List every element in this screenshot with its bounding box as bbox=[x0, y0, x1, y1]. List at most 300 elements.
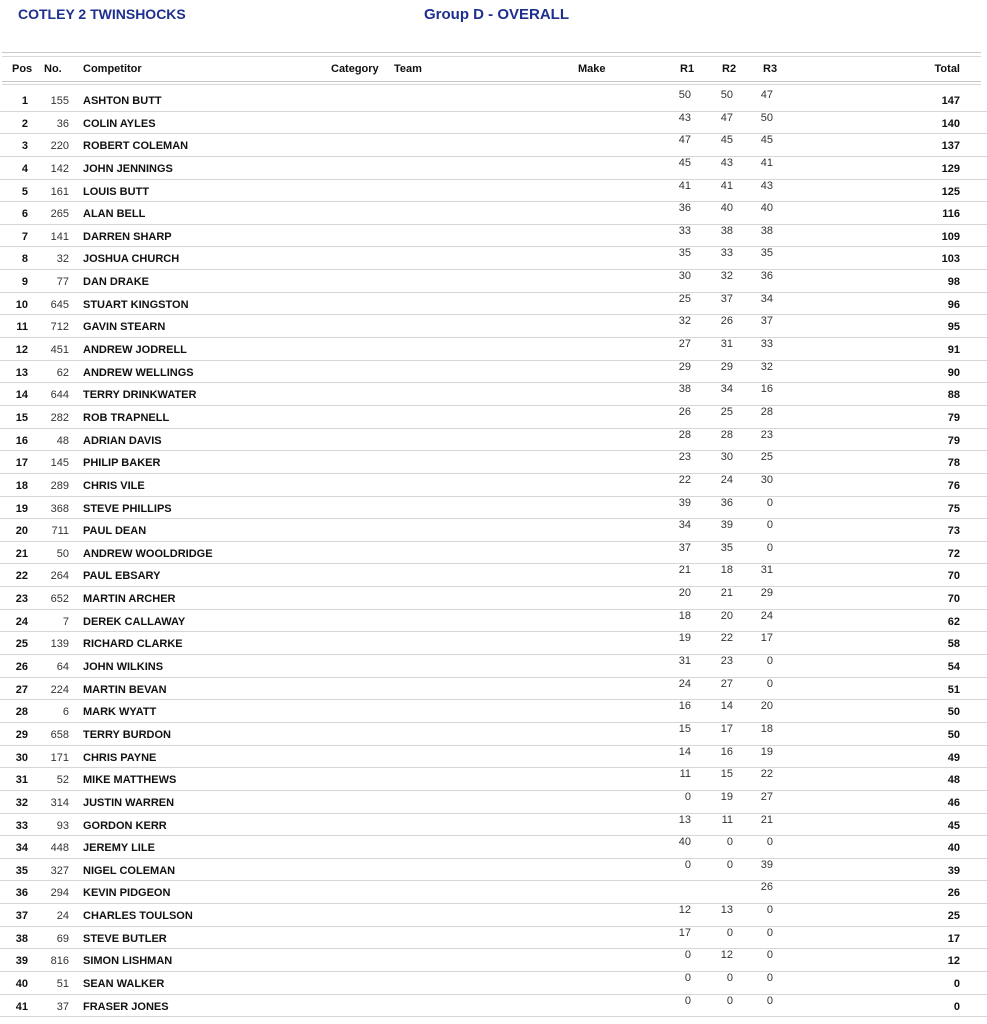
row-total: 96 bbox=[947, 298, 960, 311]
row-r2: 15 bbox=[720, 768, 733, 781]
row-total: 50 bbox=[947, 728, 960, 741]
row-pos: 6 bbox=[21, 208, 28, 221]
row-r2: 19 bbox=[720, 790, 733, 803]
table-row bbox=[0, 610, 987, 633]
row-pos: 11 bbox=[16, 321, 28, 334]
table-row bbox=[0, 723, 987, 746]
row-competitor: JUSTIN WARREN bbox=[83, 796, 175, 809]
row-competitor: MIKE MATTHEWS bbox=[83, 774, 177, 787]
row-total: 103 bbox=[941, 253, 960, 266]
table-row bbox=[0, 270, 987, 293]
row-r1: 16 bbox=[678, 700, 691, 713]
row-r3: 0 bbox=[766, 655, 773, 668]
row-competitor: CHRIS PAYNE bbox=[83, 751, 157, 764]
header-r1: R1 bbox=[680, 63, 695, 75]
row-number: 645 bbox=[50, 298, 69, 311]
row-pos: 24 bbox=[15, 615, 28, 628]
row-number: 314 bbox=[50, 796, 69, 809]
row-competitor: NIGEL COLEMAN bbox=[83, 864, 176, 877]
row-r1: 31 bbox=[678, 655, 691, 668]
row-r3: 30 bbox=[760, 473, 773, 486]
row-r2: 26 bbox=[720, 315, 733, 328]
row-r1: 19 bbox=[678, 632, 691, 645]
row-r2: 14 bbox=[720, 700, 733, 713]
row-pos: 16 bbox=[15, 434, 28, 447]
table-row bbox=[0, 315, 987, 338]
row-r3: 22 bbox=[760, 768, 773, 781]
header-make: Make bbox=[578, 63, 606, 75]
row-pos: 26 bbox=[15, 661, 28, 674]
row-r2: 29 bbox=[720, 360, 733, 373]
row-r3: 33 bbox=[760, 338, 773, 351]
table-row bbox=[0, 655, 987, 678]
row-competitor: TERRY BURDON bbox=[83, 728, 172, 741]
row-pos: 18 bbox=[15, 479, 28, 492]
row-competitor: ALAN BELL bbox=[83, 208, 146, 221]
top-divider bbox=[2, 52, 981, 53]
row-r2: 0 bbox=[726, 926, 733, 939]
row-r2: 30 bbox=[720, 451, 733, 464]
table-row bbox=[0, 383, 987, 406]
row-r1: 38 bbox=[678, 383, 691, 396]
row-pos: 37 bbox=[15, 910, 28, 923]
row-number: 32 bbox=[56, 253, 69, 266]
row-pos: 7 bbox=[21, 230, 28, 243]
row-r1: 29 bbox=[678, 360, 691, 373]
table-row bbox=[0, 429, 987, 452]
table-row bbox=[0, 112, 987, 135]
row-total: 51 bbox=[947, 683, 960, 696]
header-r2: R2 bbox=[722, 63, 737, 75]
row-r3: 31 bbox=[760, 564, 773, 577]
row-r3: 43 bbox=[760, 179, 773, 192]
row-pos: 39 bbox=[15, 955, 28, 968]
row-pos: 29 bbox=[15, 728, 28, 741]
row-r1: 37 bbox=[678, 541, 691, 554]
row-r1: 21 bbox=[678, 564, 691, 577]
header-no: No. bbox=[44, 63, 62, 75]
row-r3: 40 bbox=[760, 202, 773, 215]
row-r3: 0 bbox=[766, 904, 773, 917]
row-r1: 26 bbox=[678, 405, 691, 418]
row-r2: 34 bbox=[720, 383, 733, 396]
row-total: 70 bbox=[947, 570, 960, 583]
row-number: 69 bbox=[56, 932, 69, 945]
row-pos: 34 bbox=[15, 842, 28, 855]
row-r3: 0 bbox=[766, 994, 773, 1007]
row-number: 368 bbox=[50, 502, 69, 515]
row-competitor: JEREMY LILE bbox=[83, 842, 155, 855]
row-number: 289 bbox=[50, 479, 69, 492]
row-competitor: DAN DRAKE bbox=[83, 276, 149, 289]
table-row bbox=[0, 587, 987, 610]
row-number: 644 bbox=[50, 389, 69, 402]
row-competitor: DARREN SHARP bbox=[83, 230, 172, 243]
table-row bbox=[0, 859, 987, 882]
row-total: 50 bbox=[947, 706, 960, 719]
table-row bbox=[0, 746, 987, 769]
row-number: 50 bbox=[56, 547, 69, 560]
table-row bbox=[0, 180, 987, 203]
row-total: 0 bbox=[953, 1000, 960, 1013]
row-number: 24 bbox=[56, 910, 69, 923]
table-row bbox=[0, 157, 987, 180]
row-pos: 31 bbox=[15, 774, 28, 787]
top-divider-secondary bbox=[2, 56, 981, 57]
row-r1: 36 bbox=[678, 202, 691, 215]
row-r1: 50 bbox=[678, 89, 691, 101]
table-row bbox=[0, 678, 987, 701]
row-competitor: DEREK CALLAWAY bbox=[83, 615, 186, 628]
row-pos: 14 bbox=[15, 389, 28, 402]
row-number: 658 bbox=[50, 728, 69, 741]
row-r1: 41 bbox=[678, 179, 691, 192]
row-competitor: ANDREW JODRELL bbox=[83, 344, 187, 357]
row-competitor: COLIN AYLES bbox=[83, 117, 156, 130]
table-row bbox=[0, 791, 987, 814]
row-r2: 12 bbox=[720, 949, 733, 962]
row-pos: 35 bbox=[15, 864, 28, 877]
row-total: 17 bbox=[947, 932, 960, 945]
row-total: 45 bbox=[947, 819, 960, 832]
row-total: 54 bbox=[947, 661, 960, 674]
table-row bbox=[0, 361, 987, 384]
row-r1: 18 bbox=[678, 609, 691, 622]
row-competitor: JOHN JENNINGS bbox=[83, 162, 173, 175]
row-r3: 0 bbox=[766, 496, 773, 509]
row-r3: 18 bbox=[760, 722, 773, 735]
row-r3: 47 bbox=[760, 89, 773, 101]
row-total: 147 bbox=[941, 95, 960, 107]
row-number: 294 bbox=[50, 887, 69, 900]
row-r2: 17 bbox=[720, 722, 733, 735]
row-r3: 0 bbox=[766, 836, 773, 849]
table-row bbox=[0, 451, 987, 474]
row-pos: 30 bbox=[15, 751, 28, 764]
row-competitor: MARK WYATT bbox=[83, 706, 157, 719]
row-number: 51 bbox=[56, 977, 69, 990]
row-r2: 45 bbox=[720, 134, 733, 147]
row-r2: 0 bbox=[726, 858, 733, 871]
row-number: 448 bbox=[50, 842, 69, 855]
table-row bbox=[0, 293, 987, 316]
row-r3: 36 bbox=[760, 270, 773, 283]
table-row bbox=[0, 338, 987, 361]
row-r1: 33 bbox=[678, 224, 691, 237]
row-r1: 24 bbox=[678, 677, 691, 690]
row-competitor: SIMON LISHMAN bbox=[83, 955, 173, 968]
row-pos: 13 bbox=[15, 366, 28, 379]
row-number: 37 bbox=[56, 1000, 69, 1013]
row-r1: 47 bbox=[678, 134, 691, 147]
row-competitor: ADRIAN DAVIS bbox=[83, 434, 162, 447]
row-r1: 32 bbox=[678, 315, 691, 328]
row-r3: 21 bbox=[760, 813, 773, 826]
row-competitor: SEAN WALKER bbox=[83, 977, 165, 990]
row-pos: 5 bbox=[21, 185, 28, 198]
row-r1: 13 bbox=[678, 813, 691, 826]
row-total: 98 bbox=[947, 276, 960, 289]
row-r1: 34 bbox=[678, 519, 691, 532]
row-number: 220 bbox=[50, 140, 69, 153]
row-r2: 21 bbox=[720, 587, 733, 600]
row-number: 7 bbox=[62, 615, 69, 628]
row-r1: 17 bbox=[678, 926, 691, 939]
row-competitor: PAUL DEAN bbox=[83, 525, 147, 538]
row-r1: 35 bbox=[678, 247, 691, 260]
row-r3: 45 bbox=[760, 134, 773, 147]
row-r3: 0 bbox=[766, 926, 773, 939]
row-competitor: CHRIS VILE bbox=[83, 479, 145, 492]
table-row bbox=[0, 474, 987, 497]
table-row bbox=[0, 134, 987, 157]
row-pos: 8 bbox=[21, 253, 28, 266]
row-pos: 19 bbox=[15, 502, 28, 515]
row-total: 0 bbox=[953, 977, 960, 990]
row-r2: 11 bbox=[721, 813, 733, 826]
row-total: 78 bbox=[947, 457, 960, 470]
row-r2: 32 bbox=[720, 270, 733, 283]
row-r1: 43 bbox=[678, 111, 691, 124]
row-pos: 10 bbox=[15, 298, 28, 311]
table-row bbox=[0, 814, 987, 837]
event-title: COTLEY 2 TWINSHOCKS bbox=[18, 6, 186, 22]
header-competitor: Competitor bbox=[83, 63, 142, 75]
row-r2: 38 bbox=[720, 224, 733, 237]
row-r2: 24 bbox=[720, 473, 733, 486]
row-r2: 37 bbox=[720, 292, 733, 305]
row-pos: 28 bbox=[15, 706, 28, 719]
row-competitor: PHILIP BAKER bbox=[83, 457, 161, 470]
row-competitor: FRASER JONES bbox=[83, 1000, 169, 1013]
row-pos: 22 bbox=[15, 570, 28, 583]
row-pos: 38 bbox=[15, 932, 28, 945]
results-header-row bbox=[0, 63, 987, 79]
row-r1: 39 bbox=[678, 496, 691, 509]
row-total: 58 bbox=[947, 638, 960, 651]
row-total: 140 bbox=[941, 117, 960, 130]
row-r1: 12 bbox=[678, 904, 691, 917]
row-number: 712 bbox=[50, 321, 69, 334]
row-number: 224 bbox=[50, 683, 69, 696]
row-number: 264 bbox=[50, 570, 69, 583]
row-r3: 32 bbox=[760, 360, 773, 373]
row-r3: 39 bbox=[760, 858, 773, 871]
row-pos: 3 bbox=[21, 140, 28, 153]
row-r2: 0 bbox=[726, 836, 733, 849]
row-pos: 15 bbox=[15, 411, 28, 424]
table-row bbox=[0, 406, 987, 429]
row-competitor: STEVE PHILLIPS bbox=[83, 502, 172, 515]
row-number: 145 bbox=[50, 457, 69, 470]
row-r1: 23 bbox=[678, 451, 691, 464]
row-r1: 25 bbox=[678, 292, 691, 305]
row-r2: 47 bbox=[720, 111, 733, 124]
row-r3: 0 bbox=[766, 677, 773, 690]
row-competitor: MARTIN ARCHER bbox=[83, 593, 176, 606]
row-pos: 9 bbox=[21, 276, 28, 289]
row-r3: 0 bbox=[766, 541, 773, 554]
row-r1: 40 bbox=[678, 836, 691, 849]
row-number: 77 bbox=[56, 276, 69, 289]
row-number: 816 bbox=[50, 955, 69, 968]
table-row bbox=[0, 542, 987, 565]
row-total: 73 bbox=[947, 525, 960, 538]
row-total: 90 bbox=[947, 366, 960, 379]
row-total: 62 bbox=[947, 615, 960, 628]
row-r2: 40 bbox=[720, 202, 733, 215]
row-r2: 27 bbox=[720, 677, 733, 690]
row-competitor: ANDREW WELLINGS bbox=[83, 366, 194, 379]
row-pos: 12 bbox=[15, 344, 28, 357]
row-r3: 0 bbox=[766, 971, 773, 984]
row-pos: 17 bbox=[15, 457, 28, 470]
row-total: 95 bbox=[947, 321, 960, 334]
row-r2: 43 bbox=[720, 156, 733, 169]
row-r3: 41 bbox=[760, 156, 773, 169]
row-total: 25 bbox=[947, 910, 960, 923]
row-total: 91 bbox=[947, 344, 960, 357]
row-total: 88 bbox=[947, 389, 960, 402]
row-r2: 18 bbox=[720, 564, 733, 577]
row-competitor: GORDON KERR bbox=[83, 819, 167, 832]
row-r3: 19 bbox=[760, 745, 773, 758]
row-r2: 16 bbox=[720, 745, 733, 758]
table-row bbox=[0, 995, 987, 1018]
results-table-body bbox=[0, 89, 987, 1017]
row-r3: 35 bbox=[760, 247, 773, 260]
row-r1: 45 bbox=[678, 156, 691, 169]
row-number: 171 bbox=[50, 751, 69, 764]
row-r2: 25 bbox=[720, 405, 733, 418]
header-category: Category bbox=[331, 63, 379, 75]
row-total: 26 bbox=[947, 887, 960, 900]
row-r3: 20 bbox=[760, 700, 773, 713]
row-r3: 24 bbox=[760, 609, 773, 622]
row-number: 265 bbox=[50, 208, 69, 221]
row-r2: 20 bbox=[720, 609, 733, 622]
row-r2: 39 bbox=[720, 519, 733, 532]
row-r1: 0 bbox=[684, 949, 691, 962]
table-row bbox=[0, 881, 987, 904]
row-total: 46 bbox=[947, 796, 960, 809]
row-total: 49 bbox=[947, 751, 960, 764]
row-r2: 50 bbox=[720, 89, 733, 101]
group-title: Group D - OVERALL bbox=[424, 6, 569, 23]
table-row bbox=[0, 89, 987, 112]
row-pos: 21 bbox=[15, 547, 28, 560]
row-r1: 27 bbox=[678, 338, 691, 351]
row-competitor: LOUIS BUTT bbox=[83, 185, 149, 198]
table-row bbox=[0, 519, 987, 542]
row-r3: 17 bbox=[760, 632, 773, 645]
table-row bbox=[0, 247, 987, 270]
row-r2: 0 bbox=[726, 971, 733, 984]
row-r3: 38 bbox=[760, 224, 773, 237]
row-pos: 36 bbox=[15, 887, 28, 900]
row-number: 62 bbox=[56, 366, 69, 379]
row-total: 129 bbox=[941, 162, 960, 175]
row-competitor: RICHARD CLARKE bbox=[83, 638, 183, 651]
table-row bbox=[0, 904, 987, 927]
row-r3: 34 bbox=[760, 292, 773, 305]
row-competitor: GAVIN STEARN bbox=[83, 321, 166, 334]
row-number: 48 bbox=[56, 434, 69, 447]
row-r3: 0 bbox=[766, 949, 773, 962]
row-r3: 23 bbox=[760, 428, 773, 441]
row-total: 76 bbox=[947, 479, 960, 492]
row-competitor: TERRY DRINKWATER bbox=[83, 389, 197, 402]
row-r2: 22 bbox=[720, 632, 733, 645]
row-competitor: ROBERT COLEMAN bbox=[83, 140, 189, 153]
table-row bbox=[0, 949, 987, 972]
row-pos: 20 bbox=[15, 525, 28, 538]
table-row bbox=[0, 768, 987, 791]
row-competitor: ASHTON BUTT bbox=[83, 95, 162, 107]
row-competitor: ANDREW WOOLDRIDGE bbox=[83, 547, 213, 560]
row-r3: 16 bbox=[760, 383, 773, 396]
row-pos: 2 bbox=[21, 117, 28, 130]
row-number: 139 bbox=[50, 638, 69, 651]
row-r1: 0 bbox=[684, 994, 691, 1007]
row-pos: 25 bbox=[15, 638, 28, 651]
row-number: 161 bbox=[50, 185, 69, 198]
row-r1: 15 bbox=[678, 722, 691, 735]
row-total: 109 bbox=[941, 230, 960, 243]
row-r1: 20 bbox=[678, 587, 691, 600]
header-divider bbox=[2, 81, 981, 82]
table-row bbox=[0, 972, 987, 995]
row-pos: 33 bbox=[15, 819, 28, 832]
row-r3: 26 bbox=[760, 881, 773, 894]
row-number: 6 bbox=[62, 706, 69, 719]
row-r3: 0 bbox=[766, 519, 773, 532]
row-r2: 31 bbox=[720, 338, 733, 351]
row-r2: 0 bbox=[726, 994, 733, 1007]
row-r2: 28 bbox=[720, 428, 733, 441]
header-team: Team bbox=[394, 63, 422, 75]
row-number: 282 bbox=[50, 411, 69, 424]
table-row bbox=[0, 700, 987, 723]
row-pos: 32 bbox=[15, 796, 28, 809]
row-total: 137 bbox=[941, 140, 960, 153]
header-total: Total bbox=[934, 63, 960, 75]
row-number: 142 bbox=[50, 162, 69, 175]
row-pos: 23 bbox=[15, 593, 28, 606]
row-r3: 50 bbox=[760, 111, 773, 124]
row-pos: 4 bbox=[21, 162, 28, 175]
row-pos: 1 bbox=[21, 95, 28, 107]
row-r1: 11 bbox=[679, 768, 691, 781]
row-pos: 40 bbox=[15, 977, 28, 990]
row-r2: 13 bbox=[720, 904, 733, 917]
header-pos: Pos bbox=[12, 63, 33, 75]
row-r3: 27 bbox=[760, 790, 773, 803]
row-r1: 0 bbox=[684, 971, 691, 984]
row-total: 125 bbox=[941, 185, 960, 198]
row-number: 141 bbox=[50, 230, 69, 243]
row-r2: 41 bbox=[720, 179, 733, 192]
row-total: 48 bbox=[947, 774, 960, 787]
row-pos: 41 bbox=[15, 1000, 28, 1013]
row-competitor: KEVIN PIDGEON bbox=[83, 887, 171, 900]
table-row bbox=[0, 927, 987, 950]
row-total: 12 bbox=[947, 955, 960, 968]
row-number: 327 bbox=[50, 864, 69, 877]
row-number: 64 bbox=[56, 661, 69, 674]
row-competitor: ROB TRAPNELL bbox=[83, 411, 170, 424]
row-r3: 28 bbox=[760, 405, 773, 418]
